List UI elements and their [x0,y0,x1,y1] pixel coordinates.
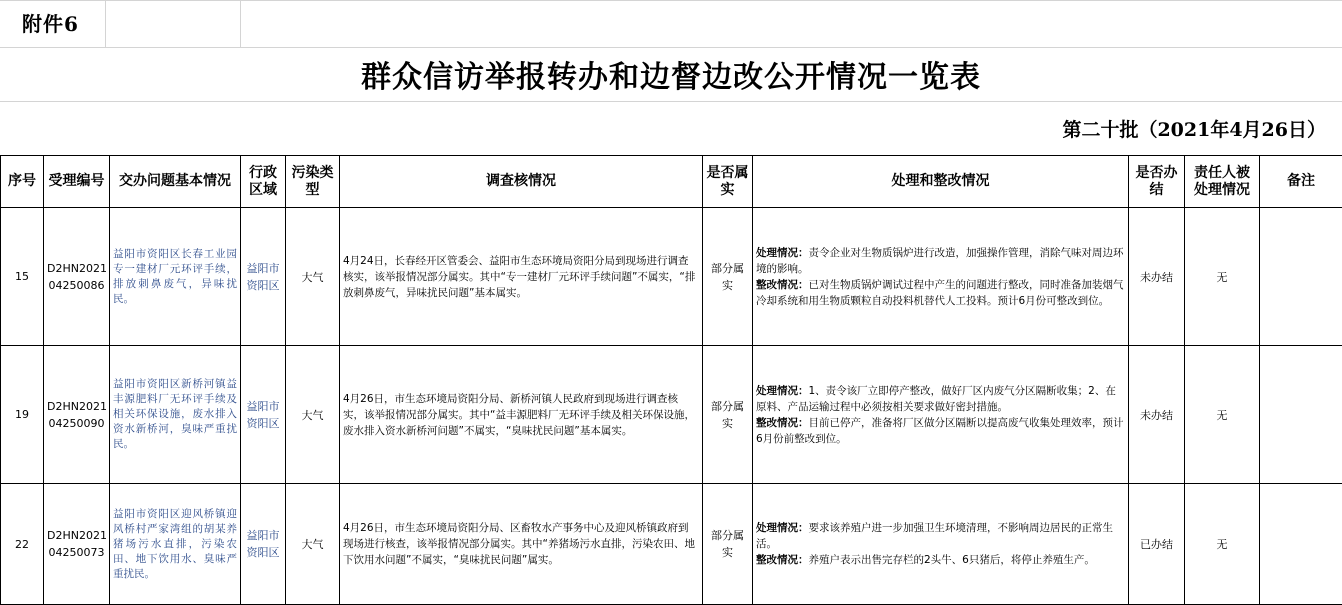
grid-line [105,0,106,48]
header-code: 受理编号 [44,156,110,208]
header-region: 行政区域 [241,156,286,208]
row-verified: 部分属实 [703,346,753,484]
row-remarks [1260,208,1342,346]
row-investigation: 4月26日，市生态环境局资阳分局、新桥河镇人民政府到现场进行调查核实，该举报情况部分属实。其中“益丰源肥料厂无环评手续及相关环保设施，废水排入资水新桥河问题”不属实，“臭味扰民问题”基本属实。 [340,346,703,484]
rectify-label: 整改情况： [756,416,809,429]
rectify-label: 整改情况： [756,278,809,291]
row-accountability: 无 [1185,346,1260,484]
handling-label: 处理情况： [756,384,809,397]
handling-text: 1、责令该厂立即停产整改，做好厂区内废气分区隔断收集；2、在原料、产品运输过程中必须按相关要求做好密封措施。 [756,384,1116,413]
row-closed: 已办结 [1129,484,1185,605]
row-code [44,346,110,484]
row-pollution: 大气 [286,484,340,605]
row-region: 益阳市资阳区 [241,346,286,484]
grid-line [0,0,1342,1]
row-code-text: D2HN2021 04250086 [47,261,107,292]
handling-label: 处理情况： [756,246,809,259]
row-seq: 15 [1,208,44,346]
rectify-text: 已对生物质锅炉调试过程中产生的问题进行整改，同时准备加装烟气冷却系统和用生物质颗粒自动投料机替代人工投料。预计6月份可整改到位。 [756,278,1124,307]
rectify-label: 整改情况： [756,554,809,566]
row-problem: 益阳市资阳区长春工业园专一建材厂元环评手续，排放刺鼻废气，异味扰民。 [110,208,241,346]
grid-line [240,0,241,48]
handling-label: 处理情况： [756,522,809,534]
header-pollution: 污染类型 [286,156,340,208]
row-closed: 未办结 [1129,346,1185,484]
header-remarks: 备注 [1260,156,1342,208]
row-code-text: D2HN2021 04250090 [47,399,107,430]
row-pollution: 大气 [286,346,340,484]
rectify-text: 养殖户表示出售完存栏的2头牛、6只猪后，将停止养殖生产。 [808,554,1095,566]
row-accountability: 无 [1185,208,1260,346]
row-remarks [1260,484,1342,605]
table-header-row [1,156,1342,208]
row-handling [753,208,1129,346]
row-region: 益阳市资阳区 [241,208,286,346]
row-verified: 部分属实 [703,208,753,346]
header-closed: 是否办结 [1129,156,1185,208]
grid-line [0,101,1342,102]
handling-text: 责令企业对生物质锅炉进行改造，加强操作管理，消除气味对周边环境的影响。 [756,246,1124,275]
table-row [1,346,1342,484]
rectify-text: 目前已停产，准备将厂区做分区隔断以提高废气收集处理效率，预计6月份前整改到位。 [756,416,1124,445]
batch-label: 第二十批（2021年4月26日） [1062,119,1326,141]
header-accountability: 责任人被处理情况 [1185,156,1260,208]
header-investigation: 调查核情况 [340,156,703,208]
table-row [1,208,1342,346]
header-problem: 交办问题基本情况 [110,156,241,208]
row-investigation: 4月26日，市生态环境局资阳分局、区畜牧水产事务中心及迎风桥镇政府到现场进行核查，该举报情况部分属实。其中“养猪场污水直排，污染农田、地下饮用水问题”不属实，“臭味扰民问题”属实。 [340,484,703,605]
row-investigation: 4月24日，长春经开区管委会、益阳市生态环境局资阳分局到现场进行调查核实，该举报情况部分属实。其中“专一建材厂元环评手续问题”不属实，“排放刺鼻废气，异味扰民问题”基本属实。 [340,208,703,346]
row-problem: 益阳市资阳区迎风桥镇迎风桥村严家湾组的胡某养猪场污水直排，污染农田、地下饮用水、臭味严重扰民。 [110,484,241,605]
row-seq: 19 [1,346,44,484]
row-code [44,484,110,605]
handling-text: 要求该养殖户进一步加强卫生环境清理，不影响周边居民的正常生活。 [756,522,1113,550]
row-region: 益阳市资阳区 [241,484,286,605]
header-seq: 序号 [1,156,44,208]
page-title: 群众信访举报转办和边督边改公开情况一览表 [361,60,981,95]
row-problem: 益阳市资阳区新桥河镇益丰源肥料厂无环评手续及相关环保设施，废水排入资水新桥河，臭味严重扰民。 [110,346,241,484]
row-remarks [1260,346,1342,484]
row-handling [753,484,1129,605]
attachment-label: 附件6 [22,12,79,36]
row-code-text: D2HN2021 04250073 [47,529,107,559]
row-code [44,208,110,346]
grid-line [0,47,1342,48]
report-table [0,155,1342,605]
header-handling: 处理和整改情况 [753,156,1129,208]
table-row [1,484,1342,605]
row-closed: 未办结 [1129,208,1185,346]
row-verified: 部分属实 [703,484,753,605]
row-handling [753,346,1129,484]
row-pollution: 大气 [286,208,340,346]
row-seq: 22 [1,484,44,605]
row-accountability: 无 [1185,484,1260,605]
header-verified: 是否属实 [703,156,753,208]
